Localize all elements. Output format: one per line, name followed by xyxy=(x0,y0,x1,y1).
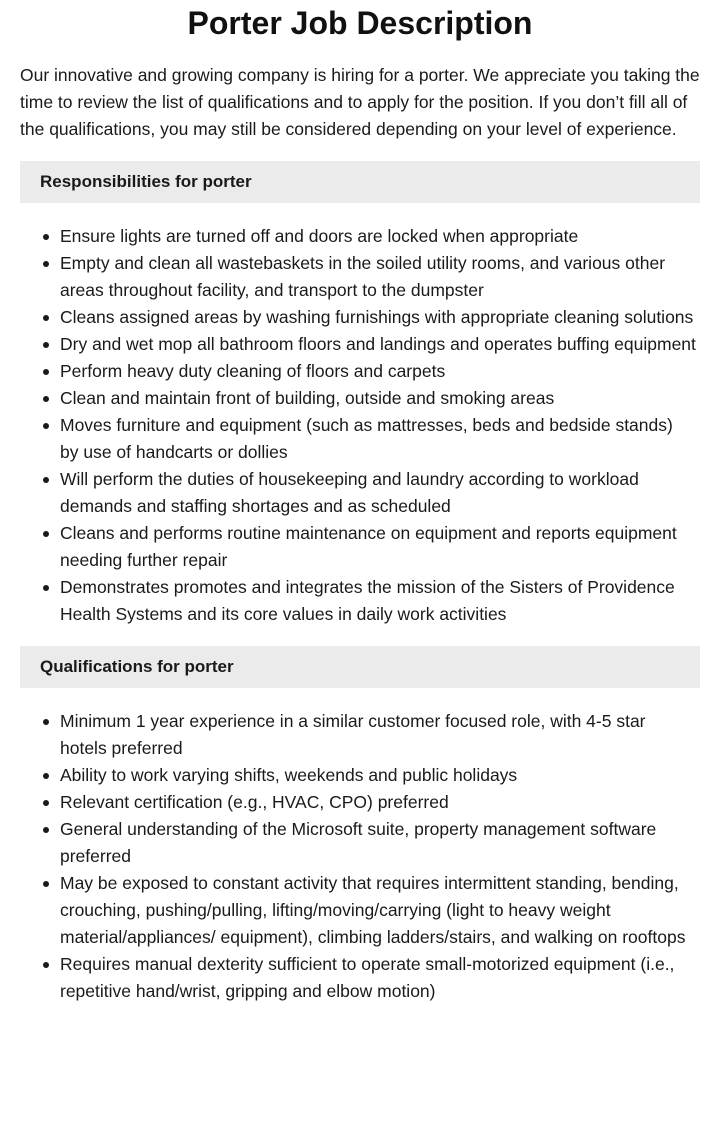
responsibilities-list xyxy=(20,223,700,628)
list-item: Empty and clean all wastebaskets in the soiled utility rooms, and various other areas throughout facility, and transport to the dumpster xyxy=(60,250,700,304)
list-item: Demonstrates promotes and integrates the mission of the Sisters of Providence Health Systems and its core values in daily work activities xyxy=(60,574,700,628)
list-item: Clean and maintain front of building, outside and smoking areas xyxy=(60,385,700,412)
list-item: Perform heavy duty cleaning of floors and carpets xyxy=(60,358,700,385)
list-item: May be exposed to constant activity that requires intermittent standing, bending, crouching, pushing/pulling, lifting/moving/carrying (light to heavy weight material/appliances/ equipment), climbing ladders/stairs, and walking on rooftops xyxy=(60,870,700,951)
list-item: Cleans assigned areas by washing furnishings with appropriate cleaning solutions xyxy=(60,304,700,331)
intro-paragraph: Our innovative and growing company is hiring for a porter. We appreciate you taking the time to review the list of qualifications and to apply for the position. If you don’t fill all of the qualifications, you may still be considered depending on your level of experience. xyxy=(20,65,700,139)
list-item: Ensure lights are turned off and doors are locked when appropriate xyxy=(60,223,700,250)
page-title: Porter Job Description xyxy=(187,5,533,41)
list-item: Ability to work varying shifts, weekends and public holidays xyxy=(60,762,700,789)
list-item: Will perform the duties of housekeeping and laundry according to workload demands and staffing shortages and as scheduled xyxy=(60,466,700,520)
list-item: Relevant certification (e.g., HVAC, CPO) preferred xyxy=(60,789,700,816)
responsibilities-heading: Responsibilities for porter xyxy=(20,161,700,203)
list-item: Minimum 1 year experience in a similar customer focused role, with 4-5 star hotels preferred xyxy=(60,708,700,762)
qualifications-heading: Qualifications for porter xyxy=(20,646,700,688)
list-item: Requires manual dexterity sufficient to operate small-motorized equipment (i.e., repetitive hand/wrist, gripping and elbow motion) xyxy=(60,951,700,1005)
qualifications-list xyxy=(20,708,700,1005)
list-item: Dry and wet mop all bathroom floors and landings and operates buffing equipment xyxy=(60,331,700,358)
list-item: Cleans and performs routine maintenance on equipment and reports equipment needing further repair xyxy=(60,520,700,574)
list-item: Moves furniture and equipment (such as mattresses, beds and bedside stands) by use of handcarts or dollies xyxy=(60,412,700,466)
list-item: General understanding of the Microsoft suite, property management software preferred xyxy=(60,816,700,870)
